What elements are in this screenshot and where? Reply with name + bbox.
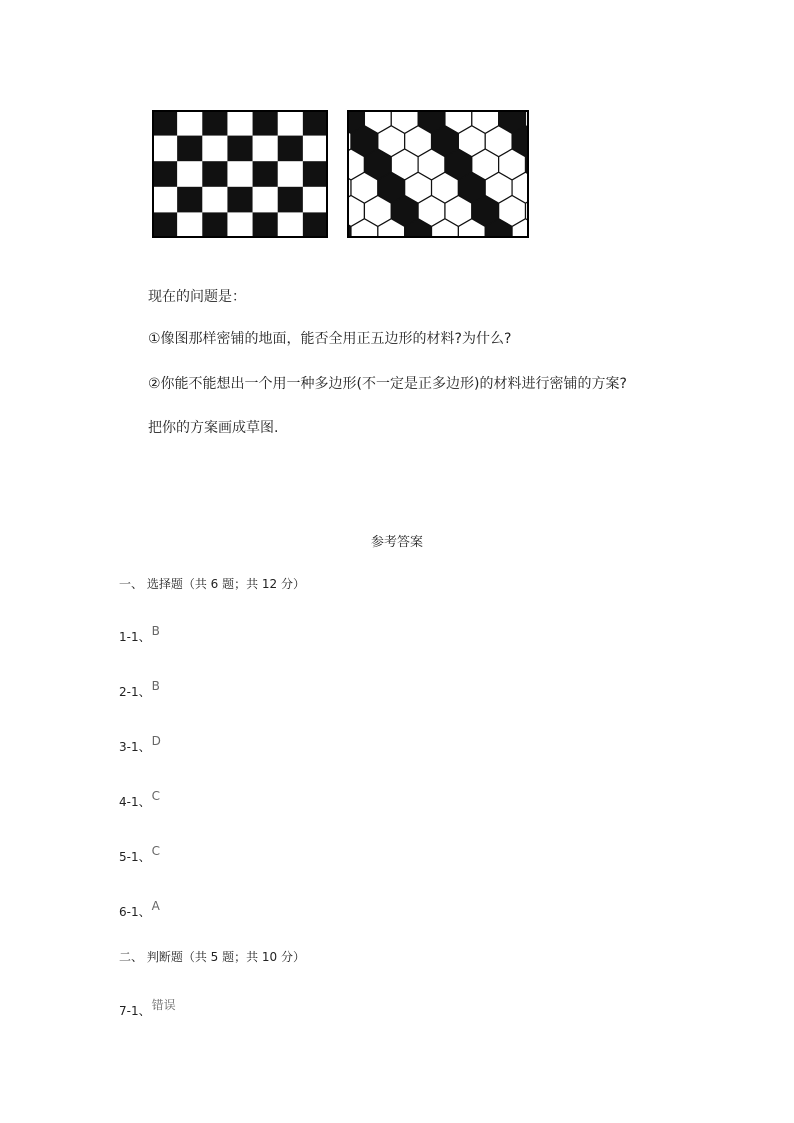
question-2: ②你能不能想出一个用一种多边形(不一定是正多边形)的材料进行密铺的方案? (148, 376, 627, 392)
question-1: ①像图那样密铺的地面，能否全用正五边形的材料?为什么? (148, 331, 512, 347)
answer-label: 7-1、 (119, 1004, 151, 1018)
question-3: 把你的方案画成草图. (148, 420, 279, 436)
checker-tile (177, 110, 202, 136)
answer-item (119, 899, 160, 920)
checker-tile (227, 212, 252, 238)
answer-value: D (151, 734, 161, 748)
checker-tile (253, 212, 278, 238)
answer-item (119, 844, 160, 865)
answer-label: 5-1、 (119, 850, 151, 864)
checker-tile (227, 136, 252, 162)
answer-value: 错误 (151, 998, 176, 1012)
answer-item (119, 789, 160, 810)
answer-value: C (151, 844, 160, 858)
checker-tile (303, 136, 328, 162)
section-2-heading: 二、 判断题（共 5 题；共 10 分） (119, 950, 305, 964)
checker-tile (278, 161, 303, 187)
answer-item (119, 734, 161, 755)
checker-tile (152, 161, 177, 187)
square-tiling-figure (152, 110, 328, 238)
checker-tile (152, 110, 177, 136)
answer-item (119, 998, 176, 1019)
checker-tile (278, 212, 303, 238)
checker-tile (152, 187, 177, 213)
answers-title: 参考答案 (370, 535, 423, 550)
checker-tile (253, 136, 278, 162)
answer-label: 2-1、 (119, 685, 151, 699)
checker-tile (303, 187, 328, 213)
answer-value: C (151, 789, 160, 803)
checker-tile (253, 161, 278, 187)
checker-tile (278, 187, 303, 213)
checker-tile (202, 187, 227, 213)
answer-label: 4-1、 (119, 795, 151, 809)
checker-tile (152, 212, 177, 238)
answer-item (119, 624, 160, 645)
answer-label: 1-1、 (119, 630, 151, 644)
answer-label: 6-1、 (119, 905, 151, 919)
checker-tile (202, 212, 227, 238)
checker-tile (253, 187, 278, 213)
checker-tile (303, 161, 328, 187)
checker-tile (152, 136, 177, 162)
answer-item (119, 679, 160, 700)
checker-tile (227, 110, 252, 136)
checker-tile (202, 161, 227, 187)
checker-tile (177, 187, 202, 213)
checker-tile (303, 212, 328, 238)
answer-value: B (151, 624, 160, 638)
checker-tile (202, 110, 227, 136)
answer-value: A (151, 899, 160, 913)
checker-tile (177, 136, 202, 162)
checker-tile (253, 110, 278, 136)
answer-value: B (151, 679, 160, 693)
answer-label: 3-1、 (119, 740, 151, 754)
hexagon-tiling-figure (347, 110, 529, 238)
problem-intro: 现在的问题是： (148, 289, 246, 305)
checker-tile (278, 136, 303, 162)
section-1-heading: 一、 选择题（共 6 题；共 12 分） (119, 577, 305, 591)
checker-tile (177, 212, 202, 238)
checker-tile (303, 110, 328, 136)
checker-tile (227, 187, 252, 213)
checker-tile (278, 110, 303, 136)
checker-tile (202, 136, 227, 162)
checker-tile (227, 161, 252, 187)
checker-tile (177, 161, 202, 187)
